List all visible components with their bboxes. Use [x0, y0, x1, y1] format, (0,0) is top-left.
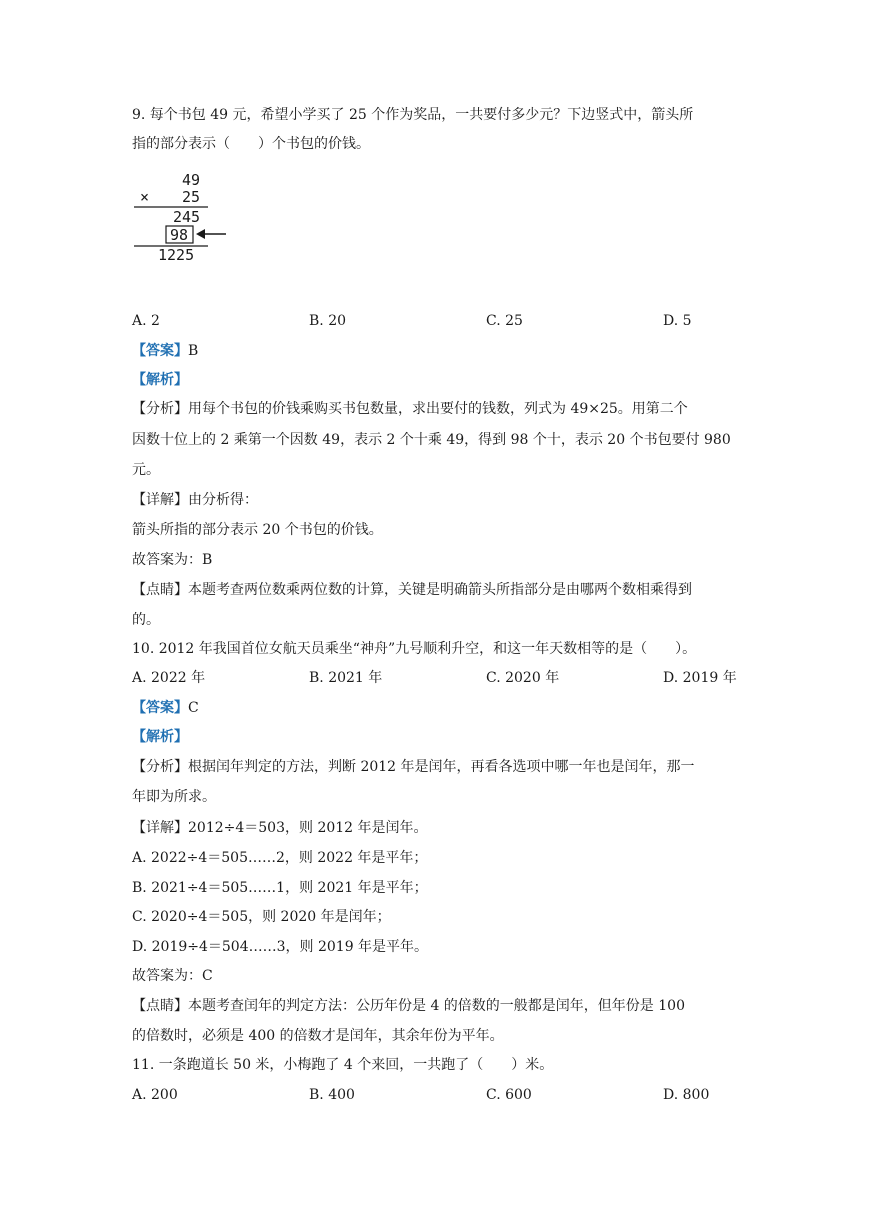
calc-result: 1225 — [158, 246, 195, 264]
q10-fenxi-line2: 年即为所求。 — [132, 789, 216, 805]
fenxi-label: 【分析】 — [132, 759, 188, 775]
q10-fenxi-line1 — [132, 757, 695, 777]
q10-stem: 10. 2012 年我国首位女航天员乘坐“神舟”九号顺利升空，和这一年天数相等的是（ ）。 — [132, 641, 697, 657]
q9-xiangjie-line2: 箭头所指的部分表示 20 个书包的价钱。 — [132, 522, 383, 538]
calc-partial-1: 245 — [173, 208, 201, 226]
q10-step-d: D. 2019÷4＝504……3，则 2019 年是平年。 — [132, 939, 429, 955]
answer-value: B — [188, 343, 199, 359]
fenxi-text: 用每个书包的价钱乘购买书包数量，求出要付的钱数，列式为 49×25。用第二个 — [188, 401, 688, 417]
q9-option-a: A. 2 — [132, 313, 160, 329]
q9-fenxi-line1 — [132, 399, 688, 419]
q11-option-c: C. 600 — [486, 1087, 532, 1103]
q9-stem-line1: 9. 每个书包 49 元，希望小学买了 25 个作为奖品，一共要付多少元？下边竖式中，箭头所 — [132, 107, 694, 123]
analysis-label: 【解析】 — [132, 729, 188, 745]
q10-step-c: C. 2020÷4＝505，则 2020 年是闰年； — [132, 909, 391, 925]
answer-label: 【答案】 — [132, 700, 188, 716]
dianjing-label: 【点睛】 — [132, 582, 188, 598]
q10-step-a: A. 2022÷4＝505……2，则 2022 年是平年； — [132, 850, 428, 866]
xiangjie-label: 【详解】 — [132, 820, 188, 836]
q10-dianjing-line2: 的倍数时，必须是 400 的倍数才是闰年，其余年份为平年。 — [132, 1028, 504, 1044]
fenxi-label: 【分析】 — [132, 401, 188, 417]
q9-xiangjie-line1 — [132, 490, 258, 510]
q10-analysis — [132, 727, 188, 747]
q10-answer — [132, 698, 199, 718]
analysis-label: 【解析】 — [132, 372, 188, 388]
dianjing-text: 本题考查两位数乘两位数的计算，关键是明确箭头所指部分是由哪两个数相乘得到 — [188, 582, 692, 598]
q10-option-a: A. 2022 年 — [132, 670, 206, 686]
q10-dianjing-line1 — [132, 996, 685, 1016]
calc-op: × — [140, 188, 150, 206]
q9-stem-line2: 指的部分表示（ ）个书包的价钱。 — [132, 136, 370, 152]
calc-partial-2: 98 — [170, 226, 189, 244]
dianjing-text: 本题考查闰年的判定方法：公历年份是 4 的倍数的一般都是闰年，但年份是 100 — [188, 998, 685, 1014]
q11-option-d: D. 800 — [663, 1087, 710, 1103]
q9-option-c: C. 25 — [486, 313, 523, 329]
q10-option-b: B. 2021 年 — [309, 670, 383, 686]
q9-option-b: B. 20 — [309, 313, 347, 329]
q10-option-d: D. 2019 年 — [663, 670, 737, 686]
q9-dianjing-line2: 的。 — [132, 612, 160, 628]
q9-dianjing-line1 — [132, 580, 692, 600]
q9-fenxi-line3: 元。 — [132, 462, 160, 478]
q10-final-answer: 故答案为：C — [132, 968, 213, 984]
vertical-multiplication-figure — [130, 168, 240, 268]
q10-step-b: B. 2021÷4＝505……1，则 2021 年是平年； — [132, 880, 428, 896]
answer-value: C — [188, 700, 199, 716]
q9-option-d: D. 5 — [663, 313, 692, 329]
fenxi-text: 根据闰年判定的方法，判断 2012 年是闰年，再看各选项中哪一年也是闰年，那一 — [188, 759, 695, 775]
q10-option-c: C. 2020 年 — [486, 670, 560, 686]
q9-fenxi-line2: 因数十位上的 2 乘第一个因数 49，表示 2 个十乘 49，得到 98 个十，表示 20 个书包要付 980 — [132, 432, 731, 448]
q11-stem: 11. 一条跑道长 50 米，小梅跑了 4 个来回，一共跑了（ ）米。 — [132, 1057, 554, 1073]
dianjing-label: 【点睛】 — [132, 998, 188, 1014]
vertical-multiplication — [130, 168, 240, 268]
answer-label: 【答案】 — [132, 343, 188, 359]
xiangjie-label: 【详解】 — [132, 492, 188, 508]
q9-answer — [132, 341, 198, 361]
q10-xiangjie-line1 — [132, 818, 428, 838]
calc-multiplier: 25 — [182, 188, 201, 206]
xiangjie-text: 由分析得： — [188, 492, 258, 508]
q11-option-b: B. 400 — [309, 1087, 355, 1103]
xiangjie-text: 2012÷4＝503，则 2012 年是闰年。 — [188, 820, 428, 836]
q9-final-answer: 故答案为：B — [132, 552, 213, 568]
q11-option-a: A. 200 — [132, 1087, 178, 1103]
arrow-head-icon — [196, 229, 205, 239]
calc-multiplicand: 49 — [182, 171, 201, 189]
q9-analysis — [132, 370, 188, 390]
